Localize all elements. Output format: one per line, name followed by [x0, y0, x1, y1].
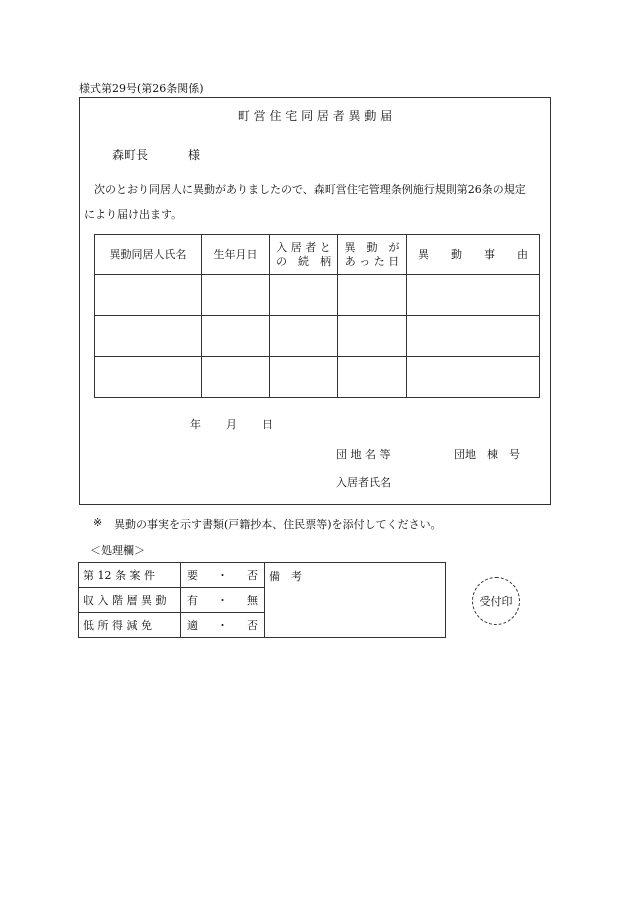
- cell-relation[interactable]: [270, 275, 338, 316]
- cell-change-date[interactable]: [338, 316, 407, 357]
- cell-name[interactable]: [95, 316, 202, 357]
- body-text-line1: 次のとおり同居人に異動がありましたので、森町営住宅管理条例施行規則第26条の規定: [94, 183, 526, 196]
- header-name: 異動同居人氏名: [95, 235, 202, 275]
- processing-table: [78, 562, 446, 638]
- complex-label: 団 地 名 等: [336, 448, 391, 461]
- building-label: 団地 棟 号: [454, 448, 520, 461]
- option-a: 要: [187, 569, 198, 582]
- processing-row-label: 低 所 得 減 免: [79, 613, 181, 638]
- cell-relation[interactable]: [270, 316, 338, 357]
- cell-change-date[interactable]: [338, 275, 407, 316]
- date-day: 日: [262, 418, 273, 431]
- change-table: [94, 234, 540, 398]
- processing-row-label: 収 入 階 層 異 動: [79, 588, 181, 613]
- header-reason: 異 動 事 由: [407, 235, 540, 275]
- stamp-text: 受付印: [479, 595, 513, 608]
- cell-reason[interactable]: [407, 316, 540, 357]
- addressee-name: 森町長: [112, 148, 149, 162]
- reception-stamp: [472, 577, 520, 625]
- table-header-row: [95, 235, 540, 275]
- processing-row: [79, 563, 446, 588]
- option-b: 否: [247, 569, 258, 582]
- note-mark: ※: [93, 516, 103, 529]
- cell-change-date[interactable]: [338, 357, 407, 398]
- cell-reason[interactable]: [407, 357, 540, 398]
- note-text: 異動の事実を示す書類(戸籍抄本、住民票等)を添付してください。: [114, 518, 442, 531]
- remarks-label: 備 考: [269, 570, 302, 583]
- option-a: 適: [187, 619, 198, 632]
- processing-row-label: 第 12 条 案 件: [79, 563, 181, 588]
- body-text-line2: により届け出ます。: [84, 208, 183, 221]
- cell-birthdate[interactable]: [202, 357, 270, 398]
- resident-label: 入居者氏名: [336, 476, 391, 489]
- header-birthdate: 生年月日: [202, 235, 270, 275]
- cell-birthdate[interactable]: [202, 316, 270, 357]
- table-row: [95, 316, 540, 357]
- processing-options: [181, 588, 265, 613]
- table-row: [95, 357, 540, 398]
- option-dot: ・: [217, 594, 228, 607]
- header-change-date: 異 動 が あ っ た 日: [338, 235, 407, 275]
- option-b: 無: [247, 594, 258, 607]
- cell-relation[interactable]: [270, 357, 338, 398]
- cell-birthdate[interactable]: [202, 275, 270, 316]
- header-relation: 入 居 者 と の 続 柄: [270, 235, 338, 275]
- form-number: 様式第29号(第26条関係): [79, 82, 204, 95]
- option-a: 有: [187, 594, 198, 607]
- table-row: [95, 275, 540, 316]
- option-dot: ・: [217, 619, 228, 632]
- date-year: 年: [190, 418, 201, 431]
- processing-options: [181, 563, 265, 588]
- option-b: 否: [247, 619, 258, 632]
- form-title: 町 営 住 宅 同 居 者 異 動 届: [237, 109, 393, 123]
- remarks-cell: [265, 563, 446, 638]
- date-month: 月: [226, 418, 237, 431]
- cell-name[interactable]: [95, 275, 202, 316]
- processing-label: ＜処理欄＞: [90, 544, 145, 557]
- cell-reason[interactable]: [407, 275, 540, 316]
- addressee-honorific: 様: [188, 148, 201, 162]
- option-dot: ・: [217, 569, 228, 582]
- processing-options: [181, 613, 265, 638]
- cell-name[interactable]: [95, 357, 202, 398]
